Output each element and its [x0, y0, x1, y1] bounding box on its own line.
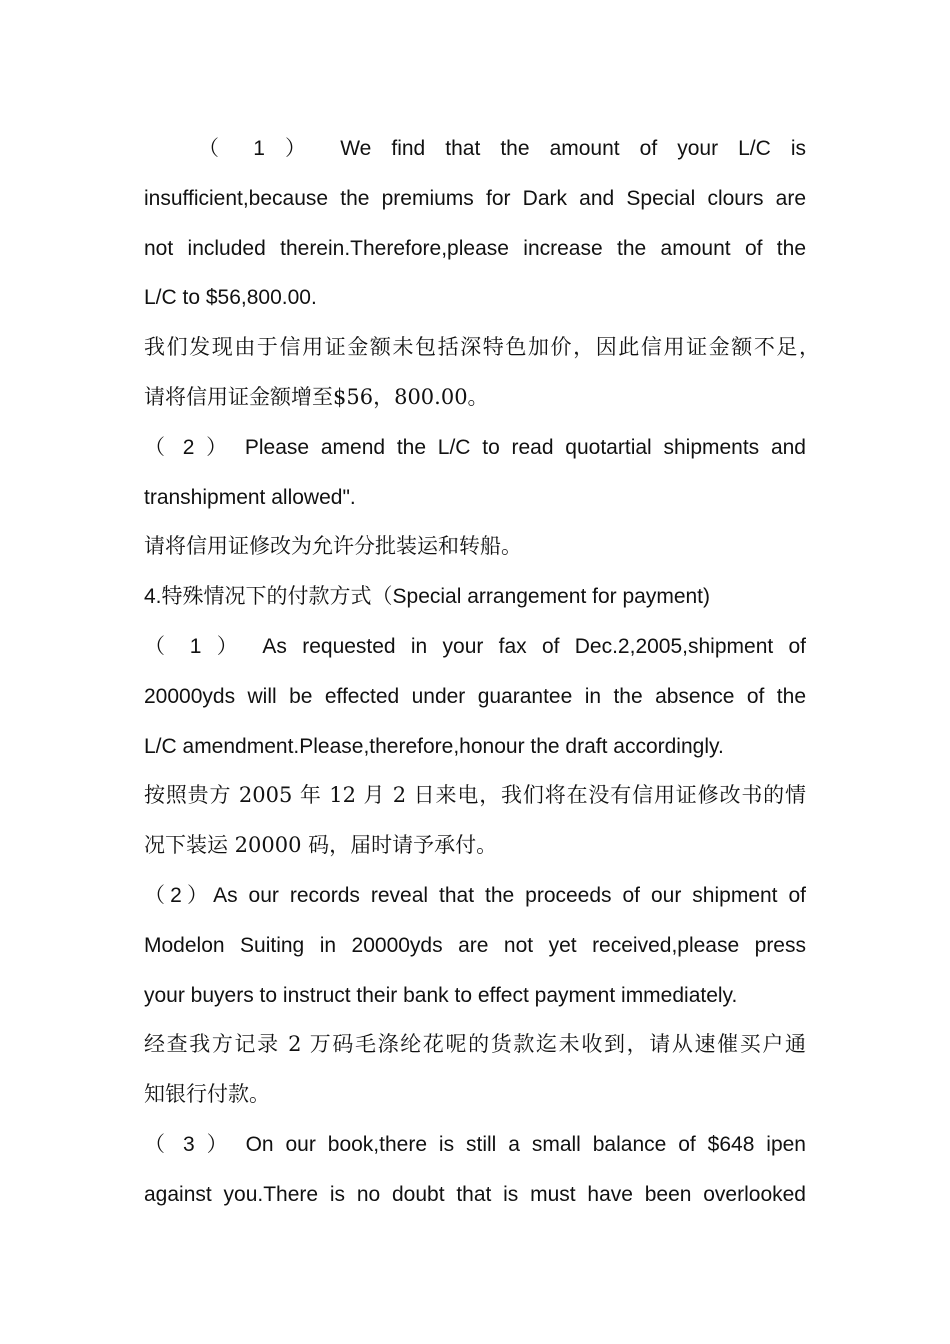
document-page [144, 124, 820, 1220]
text-line: （ 1 ） As requested in your fax of Dec.2,2005,shipment of [144, 634, 806, 658]
text-line: 况下装运 20000 码，届时请予承付。 [144, 833, 498, 858]
text-line: insufficient,because the premiums for Dark and Special clours are [144, 186, 806, 210]
text-line: （ 2 ） Please amend the L/C to read quotartial shipments and [144, 435, 806, 459]
text-line: 请将信用证金额增至$56，800.00。 [144, 384, 489, 409]
section-heading: 4.特殊情况下的付款方式（Special arrangement for payment) [144, 585, 711, 609]
text-line: Modelon Suiting in 20000yds are not yet received,please press [144, 933, 806, 957]
text-line: （2）As our records reveal that the proceeds of our shipment of [144, 883, 806, 907]
text-line: （ 1 ） We find that the amount of your L/C is [198, 137, 806, 160]
text-line: not included therein.Therefore,please increase the amount of the [144, 236, 806, 260]
text-line: （ 3 ） On our book,there is still a small balance of $648 ipen [144, 1132, 806, 1156]
text-line: 按照贵方 2005 年 12 月 2 日来电，我们将在没有信用证修改书的情 [144, 783, 806, 808]
text-line: 请将信用证修改为允许分批装运和转船。 [144, 534, 522, 559]
text-line: L/C amendment.Please,therefore,honour the draft accordingly. [144, 734, 724, 758]
text-line: transhipment allowed". [144, 485, 356, 509]
text-line: 知银行付款。 [144, 1082, 270, 1107]
text-line: your buyers to instruct their bank to effect payment immediately. [144, 983, 738, 1007]
text-line: 我们发现由于信用证金额未包括深特色加价，因此信用证金额不足， [144, 335, 820, 360]
text-line: 经查我方记录 2 万码毛涤纶花呢的货款迄未收到，请从速催买户通 [144, 1032, 806, 1057]
text-line: against you.There is no doubt that is must have been overlooked [144, 1182, 806, 1206]
text-line: 20000yds will be effected under guarantee in the absence of the [144, 684, 806, 708]
text-line: L/C to $56,800.00. [144, 286, 317, 310]
